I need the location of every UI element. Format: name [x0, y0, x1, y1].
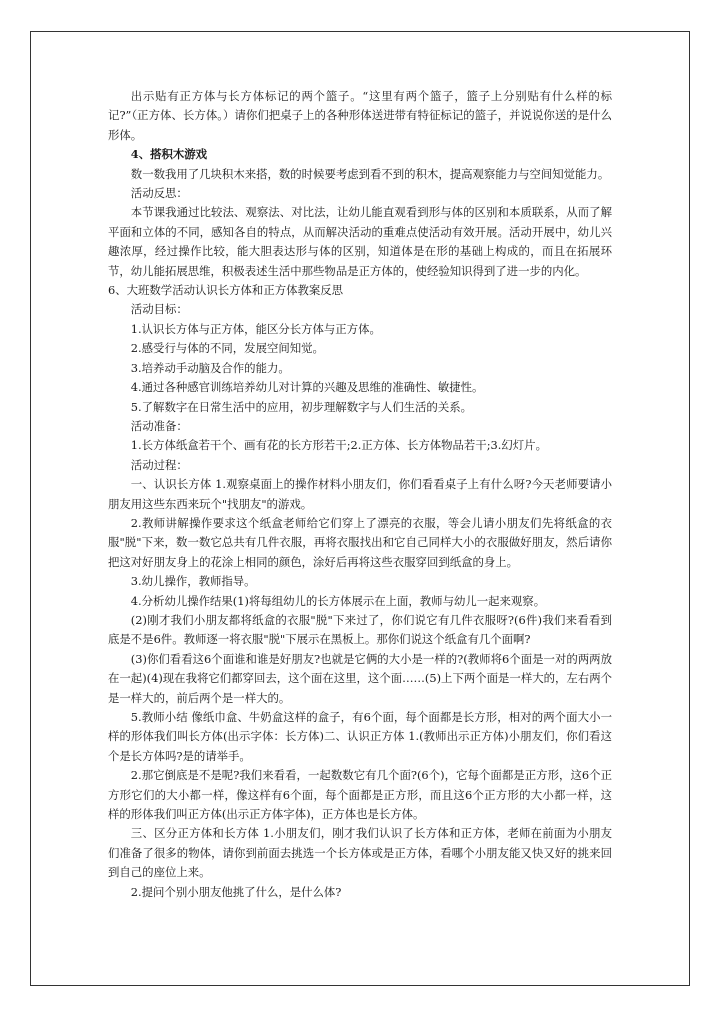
section-heading: 活动准备：: [130, 418, 188, 433]
list-item: 1.认识长方体与正方体，能区分长方体与正方体。: [130, 321, 381, 336]
section-heading: 4、搭积木游戏: [130, 147, 208, 162]
section-heading: 活动目标：: [130, 302, 188, 317]
paragraph: 出示贴有正方体与长方体标记的两个篮子。“这里有两个篮子，篮子上分别贴有什么样的标记?”（正方体、长方体。）请你们把桌子上的各种形体送进带有特征标记的篮子，并说说你送的是什么形体。: [108, 89, 612, 142]
paragraph: 三、区分正方体和长方体 1.小朋友们，刚才我们认识了长方体和正方体，老师在前面为小朋友们准备了很多的物体，请你到前面去挑选一个长方体或是正方体，看哪个小朋友能又快又好的挑来回到自己的座位上来。: [108, 826, 612, 880]
list-item: 5.了解数字在日常生活中的应用，初步理解数字与人们生活的关系。: [130, 399, 472, 414]
section-heading: 活动过程：: [130, 457, 188, 472]
list-item: 1.长方体纸盒若干个、画有花的长方形若干;2.正方体、长方体物品若干;3.幻灯片。: [130, 438, 547, 453]
paragraph: 2.那它倒底是不是呢?我们来看看，一起数数它有几个面?(6个)，它每个面都是正方形，这6个正方形它们的大小都一样，像这样有6个面，每个面都是正方形，而且这6个正方形的大小都一样，这样的形体我们叫正方体(出示正方体字体)，正方体也是长方体。: [108, 768, 612, 822]
list-item: 4.通过各种感官训练培养幼儿对计算的兴趣及思维的准确性、敏捷性。: [130, 380, 484, 395]
list-item: 3.培养动手动脑及合作的能力。: [130, 360, 290, 375]
paragraph: 数一数我用了几块积木来搭，数的时候要考虑到看不到的积木，提高观察能力与空间知觉能力。: [130, 166, 610, 181]
section-heading: 活动反思：: [130, 186, 188, 201]
paragraph: 一、认识长方体 1.观察桌面上的操作材料小朋友们，你们看看桌子上有什么呀?今天老师要请小朋友用这些东西来玩个"找朋友"的游戏。: [108, 477, 612, 511]
paragraph: (3)你们看看这6个面谁和谁是好朋友?也就是它俩的大小是一样的?(教师将6个面是一对的两两放在一起)(4)现在我将它们都穿回去，这个面在这里，这个面……(5)上下两个面是一样大的，左右两个是一样大的，前后两个是一样大的。: [108, 651, 612, 705]
paragraph: 4.分析幼儿操作结果(1)将每组幼儿的长方体展示在上面，教师与幼儿一起来观察。: [130, 593, 546, 608]
paragraph: 5.教师小结 像纸巾盒、牛奶盒这样的盒子，有6个面，每个面都是长方形，相对的两个面大小一样的形体我们叫长方体(出示字体：长方体)二、认识正方体 1.(教师出示正方体)小朋友们，你们看这个是长方体吗?是的请举手。: [108, 710, 612, 763]
paragraph: 3.幼儿操作，教师指导。: [130, 574, 256, 589]
paragraph: 2.教师讲解操作要求这个纸盒老师给它们穿上了漂亮的衣服，等会儿请小朋友们先将纸盒的衣服"脱"下来，数一数它总共有几件衣服，再将衣服找出和它自己同样大小的衣服做好朋友，然后请你把这对好朋友身上的花涂上相同的颜色，涂好后再将这些衣服穿回到纸盒的身上。: [108, 515, 612, 569]
list-item: 2.感受行与体的不同，发展空间知觉。: [130, 341, 324, 356]
paragraph: (2)刚才我们小朋友都将纸盒的衣服"脱"下来过了，你们说它有几件衣服呀?(6件)我们来看看到底是不是6件。教师逐一将衣服"脱"下展示在黑板上。那你们说这个纸盒有几个面啊?: [108, 612, 612, 647]
paragraph: 2.提问个别小朋友他挑了什么，是什么体?: [130, 884, 342, 899]
document-body: [108, 87, 612, 902]
paragraph: 本节课我通过比较法、观察法、对比法，让幼儿能直观看到形与体的区别和本质联系，从而了解平面和立体的不同，感知各自的特点，从而解决活动的重难点使活动有效开展。活动开展中，幼儿兴趣浓厚，经过操作比较，能大胆表达形与体的区别，知道体是在形的基础上构成的，而且在拓展环节，幼儿能拓展思维，积极表述生活中那些物品是正方体的，使经验知识得到了进一步的内化。: [108, 205, 612, 278]
document-title: 6、大班数学活动认识长方体和正方体教案反思: [108, 283, 344, 298]
